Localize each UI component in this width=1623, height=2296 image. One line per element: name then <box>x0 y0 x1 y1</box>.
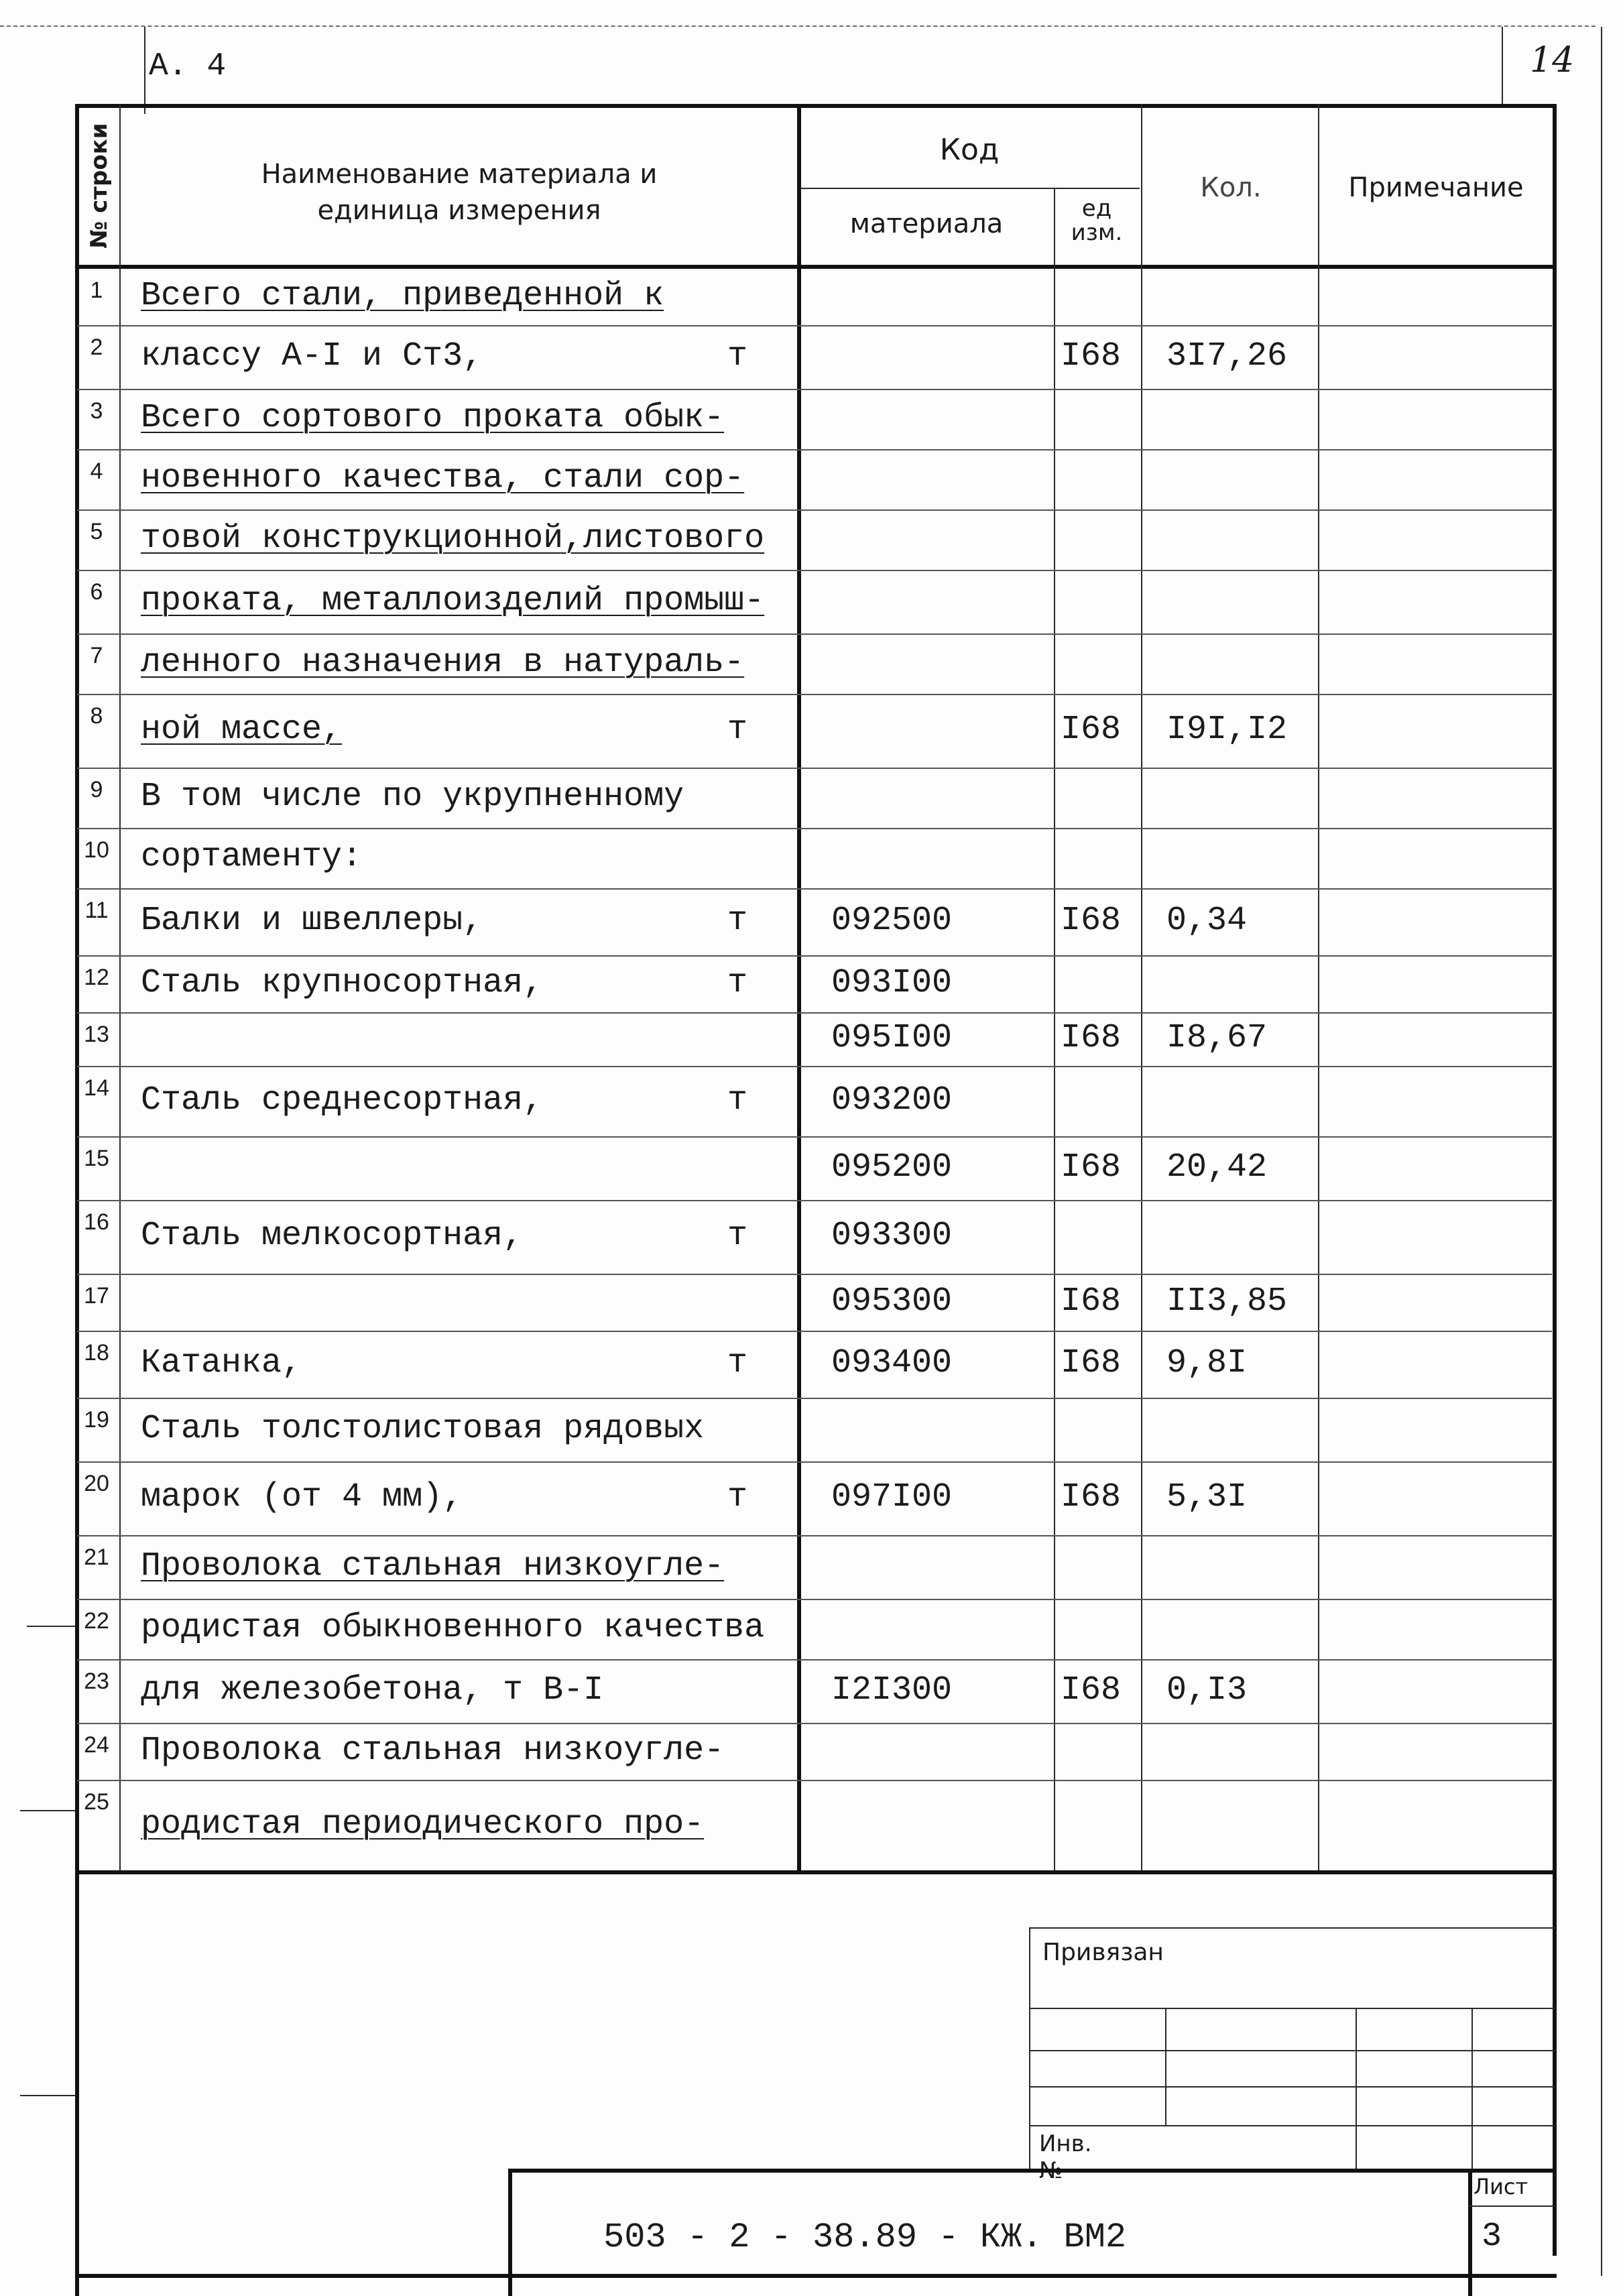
material-code: 092500 <box>831 902 953 940</box>
row-number: 19 <box>84 1407 109 1433</box>
row-divider <box>77 768 1552 769</box>
unit-code: I68 <box>1061 902 1122 940</box>
row-divider <box>77 1599 1552 1600</box>
material-unit: т <box>727 1217 748 1255</box>
stamp-col-2 <box>1356 2008 1357 2169</box>
header-code-divider <box>799 188 1140 189</box>
material-code: 095I00 <box>831 1019 953 1057</box>
unit-code: I68 <box>1061 1148 1122 1187</box>
row-number: 12 <box>84 965 109 990</box>
material-code: 093300 <box>831 1217 953 1255</box>
material-name: для железобетона, т В-I <box>141 1671 604 1709</box>
row-divider <box>77 1200 1552 1201</box>
stamp-bound-label: Привязан <box>1042 1939 1164 1966</box>
material-name: товой конструкционной,листового <box>141 520 765 558</box>
row-number: 25 <box>84 1789 109 1815</box>
row-divider <box>77 1659 1552 1660</box>
page-number: 14 <box>1530 40 1575 80</box>
material-name: Проволока стальная низкоугле- <box>141 1547 725 1585</box>
row-number: 5 <box>90 519 103 544</box>
unit-code: I68 <box>1061 1019 1122 1057</box>
material-name: Катанка, <box>141 1344 302 1382</box>
header-row-no: № строки <box>86 123 113 249</box>
material-name: Сталь среднесортная, <box>141 1081 544 1120</box>
stamp-main-top <box>508 2169 1555 2173</box>
row-number: 16 <box>84 1209 109 1235</box>
quantity: 20,42 <box>1166 1148 1268 1187</box>
header-code: Код <box>939 133 1000 167</box>
stamp-line-2 <box>1029 2050 1555 2051</box>
row-divider <box>77 1136 1552 1138</box>
material-code: 095300 <box>831 1282 953 1321</box>
header-material: материала <box>849 208 1004 239</box>
stamp-line-4 <box>1029 2125 1555 2126</box>
row-number: 13 <box>84 1022 109 1047</box>
row-divider <box>77 1398 1552 1399</box>
stamp-sheet-divider <box>1468 2206 1555 2207</box>
header-unit-line2: изм. <box>1071 219 1123 246</box>
material-code: 093I00 <box>831 963 953 1002</box>
row-number: 21 <box>84 1545 109 1570</box>
row-divider <box>77 1331 1552 1332</box>
row-number: 23 <box>84 1669 109 1694</box>
material-name: ной массе, <box>141 711 343 749</box>
page-bottom-border <box>75 2274 1557 2278</box>
material-unit: т <box>727 1081 748 1120</box>
row-number: 10 <box>84 837 109 863</box>
stamp-left-line <box>1029 1927 1030 2169</box>
material-code: 093200 <box>831 1081 953 1120</box>
material-name: сортаменту: <box>141 838 363 876</box>
header-bottom-border <box>75 265 1557 269</box>
table-right-border <box>1553 104 1557 2256</box>
header-unit <box>1054 196 1140 245</box>
row-number: 1 <box>90 278 103 303</box>
stamp-sheet-value: 3 <box>1482 2218 1502 2256</box>
row-number: 20 <box>84 1471 109 1496</box>
stamp-top-line <box>1029 1927 1555 1929</box>
row-number: 11 <box>84 898 109 923</box>
stamp-col-1 <box>1165 2008 1166 2125</box>
material-name: ленного назначения в натураль- <box>141 644 745 682</box>
stamp-sheet-label: Лист <box>1474 2174 1528 2199</box>
row-divider <box>77 1723 1552 1724</box>
row-divider <box>77 955 1552 957</box>
col-sep-number <box>119 104 121 1874</box>
material-name: Всего сортового проката обык- <box>141 399 725 437</box>
row-number: 4 <box>90 459 103 484</box>
page-number-box-left <box>1502 27 1503 107</box>
quantity: 3I7,26 <box>1166 337 1288 375</box>
row-number: 14 <box>84 1075 109 1101</box>
row-number: 8 <box>90 703 103 729</box>
stamp-inv-label: Инв. № <box>1039 2130 1092 2184</box>
material-unit: т <box>727 902 748 940</box>
material-code: 097I00 <box>831 1478 953 1516</box>
margin-mark-2 <box>20 1810 75 1811</box>
col-sep-unit <box>1141 104 1142 1874</box>
table-top-border <box>75 104 1557 108</box>
header-unit-line1: ед <box>1081 195 1112 222</box>
stamp-line-1 <box>1029 2008 1555 2009</box>
right-edge-line <box>1601 27 1602 2276</box>
material-name: Сталь крупносортная, <box>141 963 544 1002</box>
quantity: 5,3I <box>1166 1478 1248 1516</box>
material-name: проката, металлоизделий промыш- <box>141 581 765 620</box>
quantity: I9I,I2 <box>1166 711 1288 749</box>
quantity: I8,67 <box>1166 1019 1268 1057</box>
top-dashed-edge <box>0 25 1596 27</box>
row-number: 24 <box>84 1732 109 1758</box>
quantity: 0,I3 <box>1166 1671 1248 1709</box>
margin-mark-3 <box>20 2095 75 2096</box>
row-number: 17 <box>84 1283 109 1309</box>
stamp-designation: 503 - 2 - 38.89 - КЖ. ВМ2 <box>603 2218 1127 2257</box>
stamp-col-3 <box>1471 2008 1473 2169</box>
row-divider <box>77 694 1552 695</box>
header-name-line1: Наименование материала и <box>261 159 658 190</box>
row-number: 18 <box>84 1340 109 1366</box>
row-divider <box>77 1780 1552 1781</box>
material-unit: т <box>727 337 748 375</box>
material-code: 093400 <box>831 1344 953 1382</box>
material-name: В том числе по укрупненному <box>141 778 684 816</box>
header-note: Примечание <box>1348 172 1524 203</box>
row-number: 15 <box>84 1146 109 1171</box>
margin-mark-1 <box>27 1626 75 1627</box>
header-qty: Кол. <box>1200 172 1262 203</box>
col-sep-qty <box>1318 104 1319 1874</box>
material-name: родистая обыкновенного качества <box>141 1609 765 1647</box>
material-name: Проволока стальная низкоугле- <box>141 1731 725 1770</box>
unit-code: I68 <box>1061 711 1122 749</box>
material-name: новенного качества, стали сор- <box>141 459 745 497</box>
row-divider <box>77 389 1552 390</box>
row-divider <box>77 888 1552 890</box>
material-name: Сталь мелкосортная, <box>141 1217 524 1255</box>
row-number: 6 <box>90 579 103 605</box>
material-unit: т <box>727 1344 748 1382</box>
row-divider <box>77 633 1552 635</box>
material-name: классу А-I и Ст3, <box>141 337 483 375</box>
col-sep-name <box>797 104 801 1874</box>
row-number: 2 <box>90 335 103 360</box>
unit-code: I68 <box>1061 1478 1122 1516</box>
row-number: 22 <box>84 1608 109 1634</box>
material-name: марок (от 4 мм), <box>141 1478 463 1516</box>
row-divider <box>77 325 1552 326</box>
unit-code: I68 <box>1061 1671 1122 1709</box>
quantity: II3,85 <box>1166 1282 1288 1321</box>
quantity: 9,8I <box>1166 1344 1248 1382</box>
header-name-line2: единица измерения <box>317 195 601 226</box>
row-divider <box>77 449 1552 450</box>
row-divider <box>77 1461 1552 1463</box>
material-code: I2I300 <box>831 1671 953 1709</box>
material-name: Сталь толстолистовая рядовых <box>141 1409 705 1448</box>
unit-code: I68 <box>1061 337 1122 375</box>
col-sep-code <box>1054 188 1055 1874</box>
material-code: 095200 <box>831 1148 953 1187</box>
binding-margin-line <box>144 27 145 114</box>
row-divider <box>77 1066 1552 1067</box>
row-divider <box>77 1012 1552 1014</box>
material-unit: т <box>727 1478 748 1516</box>
row-divider <box>77 509 1552 511</box>
row-divider <box>77 570 1552 571</box>
unit-code: I68 <box>1061 1344 1122 1382</box>
stamp-line-3 <box>1029 2086 1555 2088</box>
material-name: Всего стали, приведенной к <box>141 276 664 315</box>
row-divider <box>77 828 1552 829</box>
unit-code: I68 <box>1061 1282 1122 1321</box>
material-name: родистая периодического про- <box>141 1805 705 1844</box>
row-number: 9 <box>90 777 103 802</box>
material-unit: т <box>727 711 748 749</box>
row-divider <box>77 1274 1552 1275</box>
row-number: 3 <box>90 398 103 424</box>
sheet-reference: А. 4 <box>149 48 227 84</box>
material-name: Балки и швеллеры, <box>141 902 483 940</box>
row-divider <box>77 1535 1552 1536</box>
quantity: 0,34 <box>1166 902 1248 940</box>
row-number: 7 <box>90 643 103 668</box>
material-unit: т <box>727 963 748 1002</box>
table-body-bottom <box>75 1870 1557 1874</box>
